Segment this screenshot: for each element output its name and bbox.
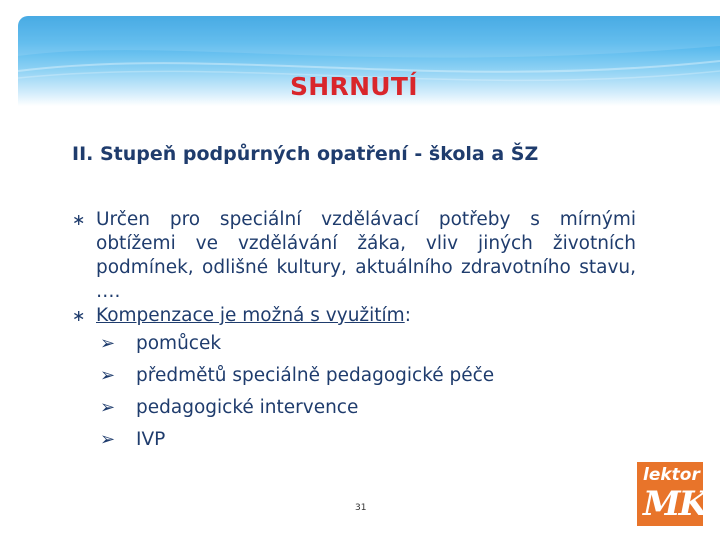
sub-item-text: pedagogické intervence bbox=[136, 397, 359, 418]
bullet-text-1: Určen pro speciální vzdělávací potřeby s mírnými obtížemi ve vzdělávání žáka, vliv jiných životních podmínek, odlišné kultury, aktuálního zdravotního stavu, …. bbox=[96, 209, 636, 302]
slide-content bbox=[72, 208, 636, 456]
bullet-text-2-suffix: : bbox=[404, 305, 411, 326]
sub-item-text: předmětů speciálně pedagogické péče bbox=[136, 365, 495, 386]
lektor-mk-logo bbox=[637, 462, 707, 526]
arrow-bullet-icon: ➢ bbox=[100, 365, 116, 386]
bullet-item-1 bbox=[72, 208, 636, 304]
bullet-text-2: Kompenzace je možná s využitím bbox=[96, 305, 405, 326]
arrow-bullet-icon: ➢ bbox=[100, 397, 116, 418]
bullet-item-2 bbox=[72, 304, 636, 328]
sub-item bbox=[72, 392, 636, 424]
asterisk-bullet-icon: ∗ bbox=[72, 210, 86, 229]
logo-line-2: MK bbox=[643, 484, 707, 524]
arrow-bullet-icon: ➢ bbox=[100, 429, 116, 450]
logo-line-1: lektor bbox=[643, 465, 700, 485]
sub-item bbox=[72, 328, 636, 360]
page-number: 31 bbox=[355, 503, 367, 513]
sub-item bbox=[72, 424, 636, 456]
slide-title: SHRNUTÍ bbox=[290, 72, 418, 101]
arrow-bullet-icon: ➢ bbox=[100, 333, 116, 354]
asterisk-bullet-icon: ∗ bbox=[72, 306, 86, 325]
sub-item-text: IVP bbox=[136, 429, 166, 450]
sub-item bbox=[72, 360, 636, 392]
slide-subtitle: II. Stupeň podpůrných opatření - škola a ŠZ bbox=[72, 143, 539, 165]
sub-item-text: pomůcek bbox=[136, 333, 222, 354]
